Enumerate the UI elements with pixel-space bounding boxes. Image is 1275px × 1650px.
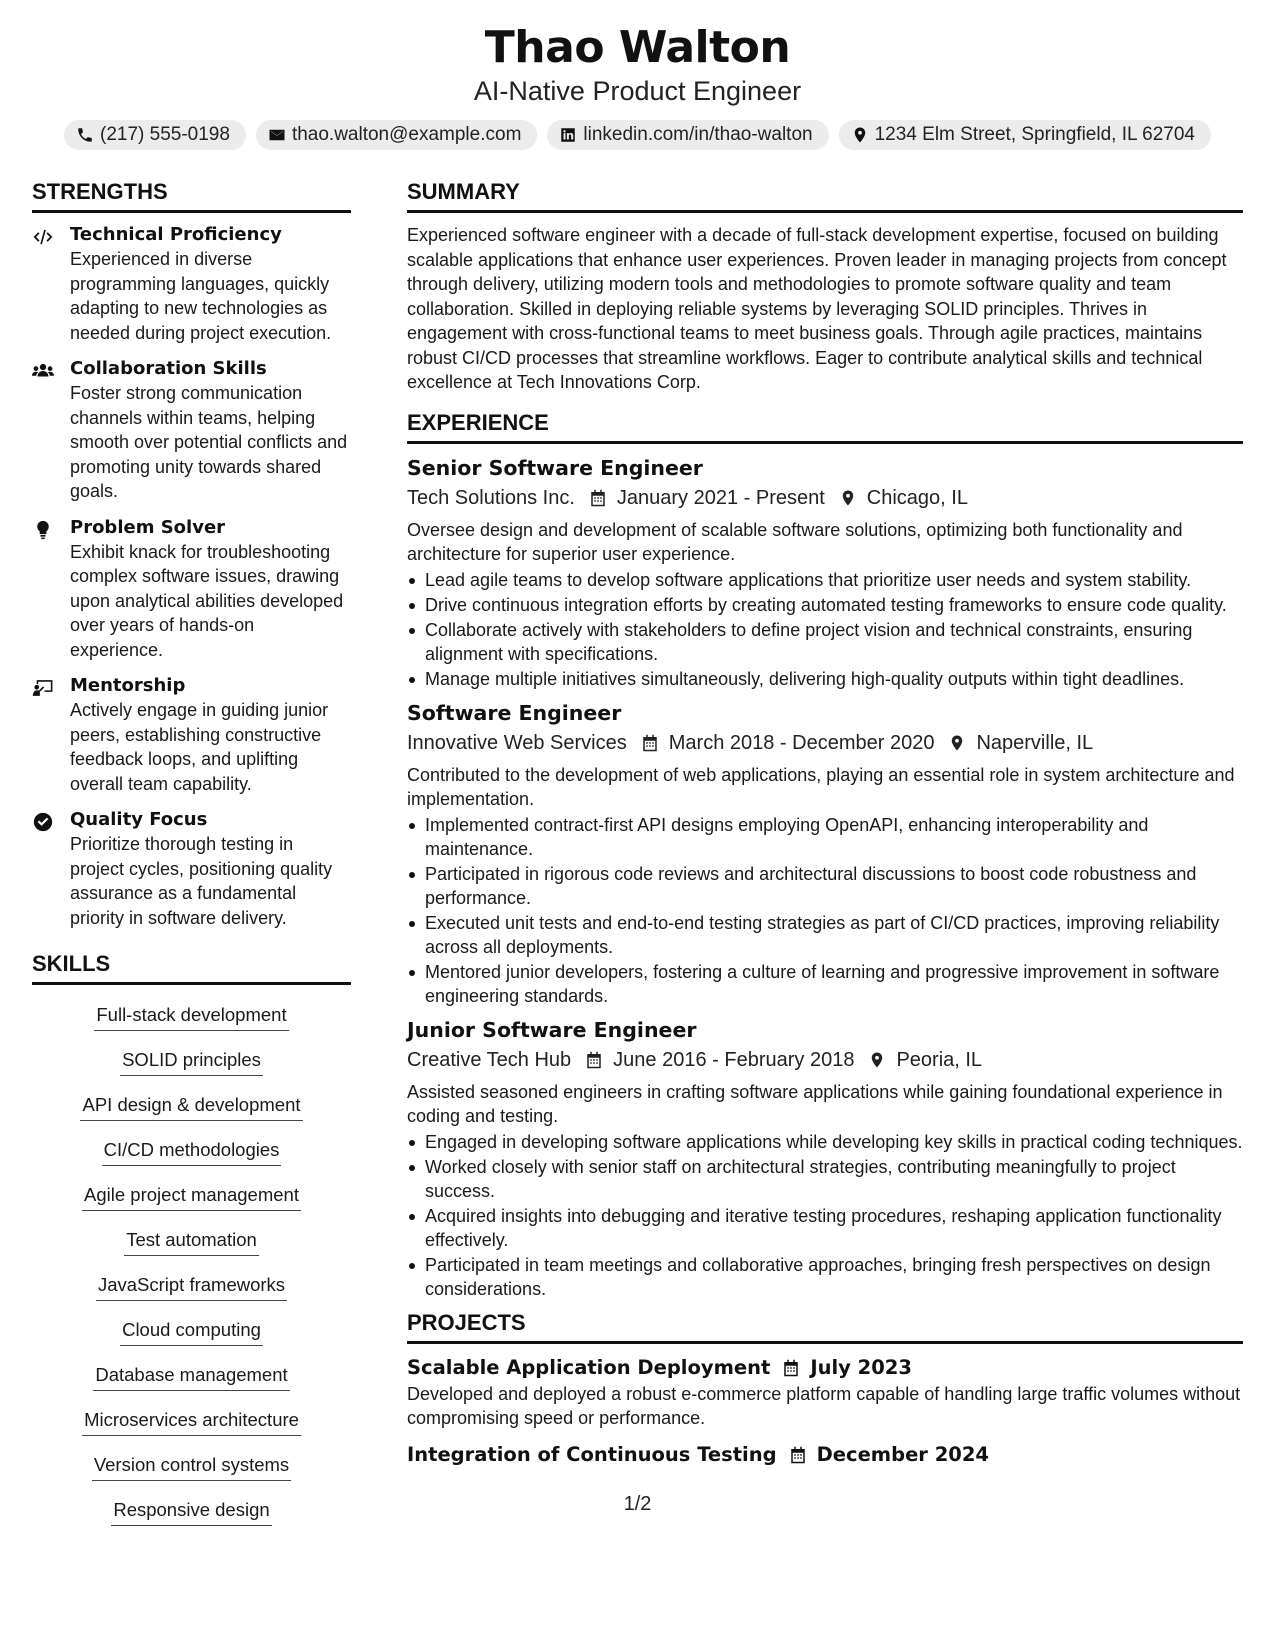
strength-desc: Foster strong communication channels within teams, helping smooth over potential conflicts and promoting unity towards shared goals. [70,383,348,501]
strength-item [32,223,351,345]
skill-tag: SOLID principles [120,1048,263,1076]
check-circle-icon [32,812,54,832]
calendar-icon [782,1358,800,1378]
bullet-item: Drive continuous integration efforts by creating automated testing frameworks to ensure code quality. [407,593,1243,617]
map-pin-icon [948,733,966,753]
contact-bar [0,120,1275,150]
linkedin-text: linkedin.com/in/thao-walton [583,124,813,145]
skill-tag: Microservices architecture [82,1408,301,1436]
skill-tag: Database management [93,1363,289,1391]
map-pin-icon [851,126,869,144]
bullet-item: Collaborate actively with stakeholders to define project vision and technical constraints, ensuring alignment with specifications. [407,618,1243,666]
strength-title: Mentorship [70,675,186,696]
job-bullets [407,568,1243,691]
job-location: Naperville, IL [976,731,1094,754]
experience-heading: EXPERIENCE [407,409,1243,444]
users-icon [32,361,54,381]
bullet-item: Implemented contract-first API designs employing OpenAPI, enhancing interoperability and maintenance. [407,813,1243,861]
phone-text: (217) 555-0198 [100,124,230,145]
project-title-row [407,1354,1243,1382]
project-title-row [407,1441,1243,1469]
bullet-item: Mentored junior developers, fostering a culture of learning and progressive improvement in software engineering standards. [407,960,1243,1008]
job-dates: January 2021 - Present [616,486,825,509]
project-title: Integration of Continuous Testing [407,1442,777,1466]
job-company: Creative Tech Hub [407,1048,572,1071]
phone-chip[interactable] [64,120,246,150]
job-company: Tech Solutions Inc. [407,486,575,509]
job-bullets [407,1130,1243,1301]
left-column [32,178,351,1543]
bullet-item: Manage multiple initiatives simultaneously, delivering high-quality outputs within tight deadlines. [407,667,1243,691]
strength-title: Problem Solver [70,516,226,538]
bullet-item: Executed unit tests and end-to-end testing strategies as part of CI/CD practices, improving reliability across all deployments. [407,911,1243,959]
candidate-title: AI-Native Product Engineer [473,76,802,106]
linkedin-chip[interactable] [547,120,828,150]
skill-tag: Responsive design [111,1498,271,1526]
skill-tag: API design & development [80,1093,302,1121]
calendar-icon [589,488,607,508]
bullet-item: Lead agile teams to develop software applications that prioritize user needs and system stability. [407,568,1243,592]
job-title: Junior Software Engineer [407,1017,697,1042]
job-location: Peoria, IL [896,1048,983,1071]
project-entry [407,1354,1243,1431]
strengths-heading: STRENGTHS [32,178,351,213]
strength-item [32,357,351,504]
calendar-icon [641,733,659,753]
phone-icon [76,126,94,144]
job-description: Contributed to the development of web applications, playing an essential role in system architecture and implementation. [407,764,1235,809]
map-pin-icon [839,488,857,508]
resume-body [32,178,1243,1543]
address-chip [839,120,1211,150]
skill-tag: Cloud computing [120,1318,263,1346]
skill-tag: Test automation [124,1228,259,1256]
skill-tag: Agile project management [82,1183,301,1211]
strength-item [32,808,351,930]
skill-tag: CI/CD methodologies [102,1138,282,1166]
strength-title: Technical Proficiency [70,224,282,245]
job-title: Software Engineer [407,700,622,725]
job-meta [407,482,1243,514]
strength-title: Collaboration Skills [70,358,267,379]
job-bullets [407,813,1243,1008]
project-date: July 2023 [810,1355,912,1379]
linkedin-icon [559,126,577,144]
bullet-item: Engaged in developing software applications while developing key skills in practical coding techniques. [407,1130,1243,1154]
map-pin-icon [868,1050,886,1070]
calendar-icon [585,1050,603,1070]
strength-item [32,516,351,663]
job-title: Senior Software Engineer [407,455,703,480]
bullet-item: Acquired insights into debugging and iterative testing procedures, reshaping application functionality effectively. [407,1204,1243,1252]
projects-heading: PROJECTS [407,1309,1243,1344]
envelope-icon [268,126,286,144]
job-entry [407,1016,1243,1301]
job-company: Innovative Web Services [407,731,627,754]
skills-list [32,999,351,1543]
lightbulb-icon [32,520,54,540]
project-description: Developed and deployed a robust e-commerce platform capable of handling large traffic volumes without compromising speed or performance. [407,1383,1241,1428]
strength-desc: Actively engage in guiding junior peers, establishing constructive feedback loops, and uplifting overall team capability. [70,700,329,794]
candidate-name: Thao Walton [484,22,791,73]
bullet-item: Participated in team meetings and collaborative approaches, bringing fresh perspectives on design considerations. [407,1253,1243,1301]
project-date: December 2024 [816,1442,989,1466]
strength-desc: Experienced in diverse programming languages, quickly adapting to new technologies as needed during project execution. [70,249,332,343]
strength-title: Quality Focus [70,809,208,830]
skill-tag: Version control systems [92,1453,291,1481]
skills-heading: SKILLS [32,950,351,985]
right-column [407,178,1243,1543]
address-text: 1234 Elm Street, Springfield, IL 62704 [874,124,1195,145]
job-meta [407,1044,1243,1076]
calendar-icon [789,1445,807,1465]
job-dates: March 2018 - December 2020 [668,731,935,754]
project-title: Scalable Application Deployment [407,1355,771,1379]
email-chip[interactable] [256,120,537,150]
page-number: 1/2 [623,1493,652,1515]
bullet-item: Worked closely with senior staff on architectural strategies, contributing meaningfully to project success. [407,1155,1243,1203]
job-description: Oversee design and development of scalable software solutions, optimizing both functionality and architecture for superior user experience. [407,519,1183,564]
strength-desc: Exhibit knack for troubleshooting complex software issues, drawing upon analytical abilities developed over years of hands-on experience. [70,541,344,660]
skill-tag: Full-stack development [94,1003,288,1031]
summary-heading: SUMMARY [407,178,1243,213]
chalkboard-teacher-icon [32,678,54,698]
job-entry [407,454,1243,691]
job-meta [407,727,1243,759]
skill-tag: JavaScript frameworks [96,1273,287,1301]
resume-header [0,0,1275,150]
job-dates: June 2016 - February 2018 [613,1048,855,1071]
project-entry [407,1441,1243,1469]
job-description: Assisted seasoned engineers in crafting software applications while gaining foundational experience in coding and testing. [407,1081,1223,1126]
summary-text: Experienced software engineer with a decade of full-stack development expertise, focused on building scalable applications that enhance user experiences. Proven leader in managing projects from concept through delivery, utilizing modern tools and methodologies to promote software quality and team collaboration. Skilled in deploying reliable systems by leveraging SOLID principles. Thrives in engagement with cross-functional teams to meet business goals. Through agile practices, maintains robust CI/CD processes that streamline workflows. Eager to contribute analytical skills and technical excellence at Tech Innovations Corp. [407,225,1227,392]
bullet-item: Participated in rigorous code reviews and architectural discussions to boost code robustness and performance. [407,862,1243,910]
email-text: thao.walton@example.com [291,124,522,145]
job-entry [407,699,1243,1008]
strength-item [32,674,351,796]
code-icon [32,227,54,247]
job-location: Chicago, IL [866,486,968,509]
strength-desc: Prioritize thorough testing in project cycles, positioning quality assurance as a fundamental priority in software delivery. [70,834,333,928]
